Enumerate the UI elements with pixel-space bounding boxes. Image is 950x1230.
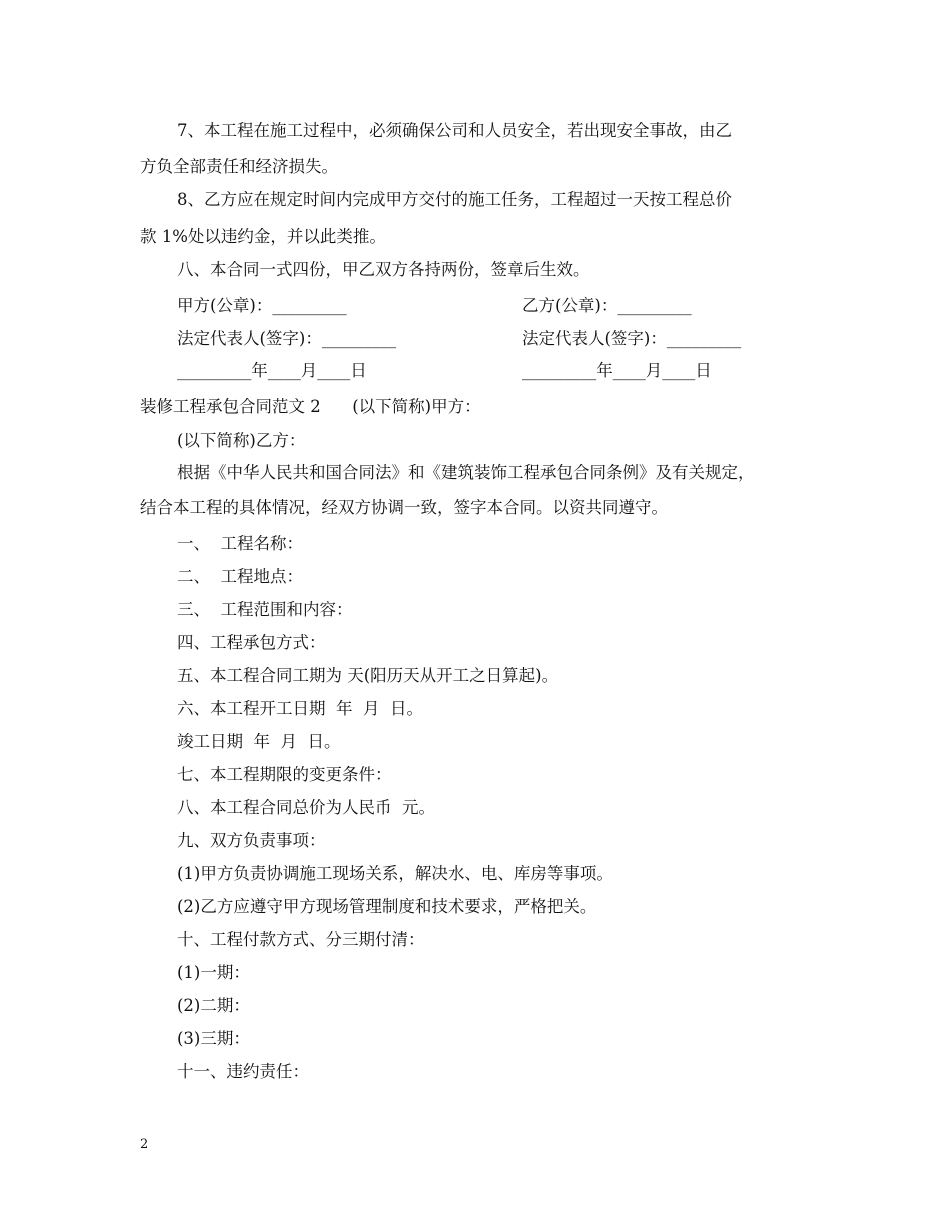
contract-item: 一、 工程名称： xyxy=(177,534,303,553)
contract-item: 五、本工程合同工期为 天(阳历天从开工之日算起)。 xyxy=(177,666,559,685)
party-b-seal: 乙方(公章)：_________ xyxy=(522,296,692,315)
contract-item: (3)三期： xyxy=(177,1029,250,1048)
party-a-seal: 甲方(公章)：_________ xyxy=(177,296,347,315)
party-a-representative: 法定代表人(签字)：_________ xyxy=(177,329,397,348)
paragraph-eight: 八、本合同一式四份，甲乙双方各持两份，签章后生效。 xyxy=(177,260,590,279)
contract-2-intro-line-1: 根据《中华人民共和国合同法》和《建筑装饰工程承包合同条例》及有关规定， xyxy=(177,463,755,482)
contract-item: 七、本工程期限的变更条件： xyxy=(177,765,392,784)
contract-item: 十一、违约责任： xyxy=(177,1062,309,1081)
paragraph-8-line-1: 8、乙方应在规定时间内完成甲方交付的施工任务，工程超过一天按工程总价 xyxy=(177,190,732,209)
paragraph-8-line-2: 款 1%处以违约金，并以此类推。 xyxy=(140,227,386,246)
contract-2-party-b-line: (以下简称)乙方： xyxy=(177,431,306,450)
contract-item: 竣工日期 年 月 日。 xyxy=(177,732,341,751)
contract-2-title-line: 装修工程承包合同范文 2 (以下简称)甲方： xyxy=(140,397,481,416)
page-number: 2 xyxy=(140,1137,149,1152)
contract-item: 九、双方负责事项： xyxy=(177,831,326,850)
contract-item: (1)一期： xyxy=(177,963,250,982)
contract-item: (2)乙方应遵守甲方现场管理制度和技术要求，严格把关。 xyxy=(177,897,597,916)
paragraph-7-line-1: 7、本工程在施工过程中，必须确保公司和人员安全，若出现安全事故，由乙 xyxy=(177,121,732,140)
party-b-date: _________年____月____日 xyxy=(522,361,712,380)
contract-item: 十、工程付款方式、分三期付清： xyxy=(177,930,425,949)
contract-item: 二、 工程地点： xyxy=(177,567,303,586)
contract-item: 四、工程承包方式： xyxy=(177,633,326,652)
contract-item: 三、 工程范围和内容： xyxy=(177,600,353,619)
party-b-representative: 法定代表人(签字)：_________ xyxy=(522,329,742,348)
paragraph-7-line-2: 方负全部责任和经济损失。 xyxy=(140,157,338,176)
contract-item: 八、本工程合同总价为人民币 元。 xyxy=(177,798,435,817)
contract-item: 六、本工程开工日期 年 月 日。 xyxy=(177,699,423,718)
contract-2-intro-line-2: 结合本工程的具体情况，经双方协调一致，签字本合同。以资共同遵守。 xyxy=(140,498,668,517)
contract-item: (2)二期： xyxy=(177,996,250,1015)
contract-item: (1)甲方负责协调施工现场关系，解决水、电、库房等事项。 xyxy=(177,864,613,883)
party-a-date: _________年____月____日 xyxy=(177,361,367,380)
